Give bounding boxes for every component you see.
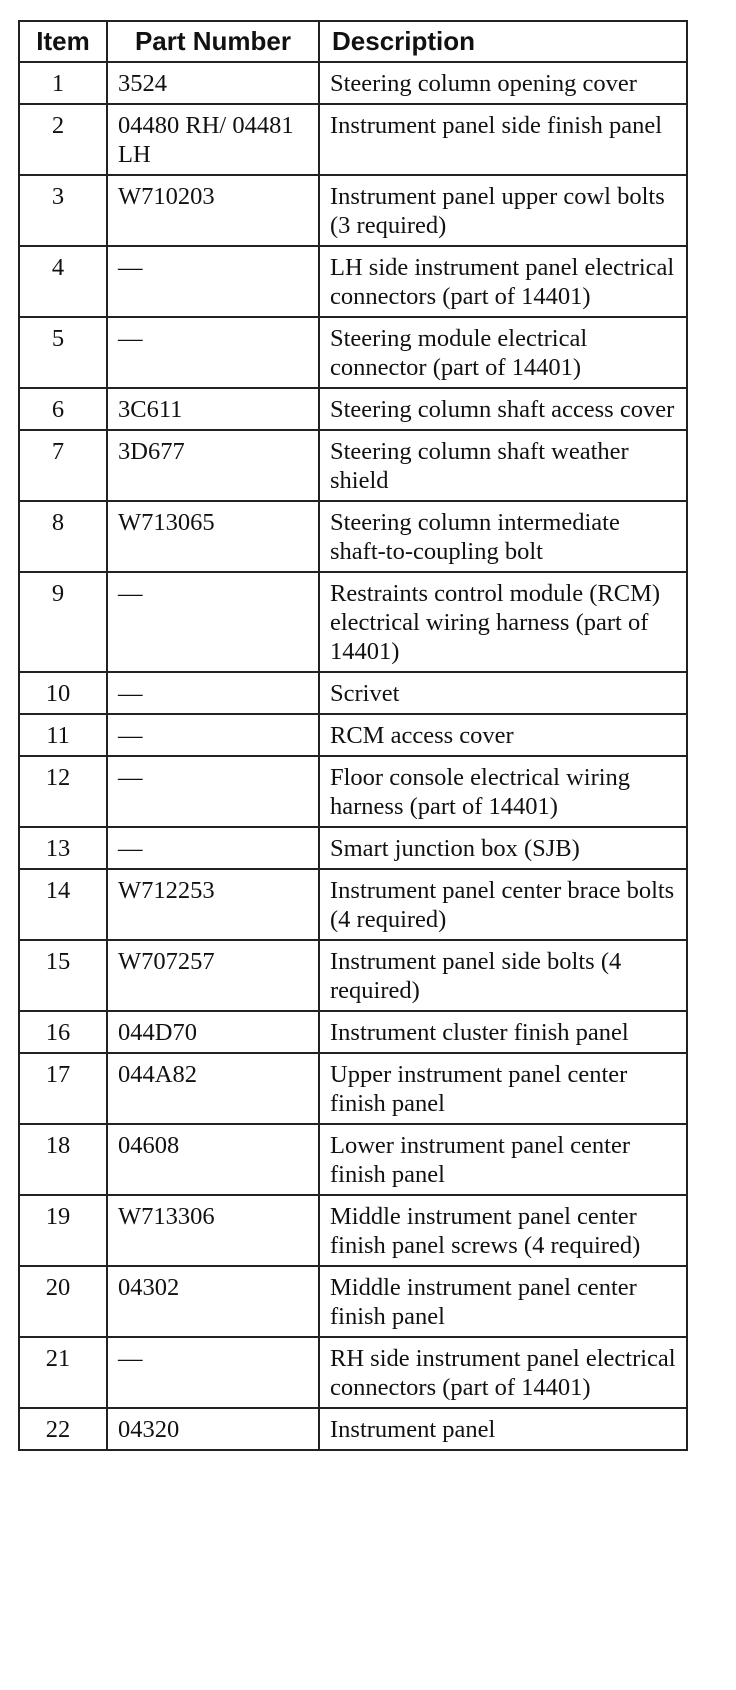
cell-item: 17	[19, 1053, 107, 1124]
cell-part-number: —	[107, 714, 319, 756]
table-row	[19, 714, 687, 756]
cell-item: 22	[19, 1408, 107, 1450]
cell-item: 8	[19, 501, 107, 572]
header-item: Item	[19, 21, 107, 62]
cell-item: 5	[19, 317, 107, 388]
table-row	[19, 175, 687, 246]
cell-description: Steering column intermediate shaft-to-coupling bolt	[319, 501, 687, 572]
cell-description: Instrument panel	[319, 1408, 687, 1450]
cell-item: 18	[19, 1124, 107, 1195]
cell-part-number: —	[107, 827, 319, 869]
cell-part-number: —	[107, 246, 319, 317]
cell-part-number: W710203	[107, 175, 319, 246]
table-row	[19, 388, 687, 430]
table-row	[19, 827, 687, 869]
cell-part-number: —	[107, 1337, 319, 1408]
table-body	[19, 62, 687, 1450]
table-row	[19, 246, 687, 317]
cell-item: 2	[19, 104, 107, 175]
cell-item: 14	[19, 869, 107, 940]
cell-part-number: 04608	[107, 1124, 319, 1195]
cell-description: Floor console electrical wiring harness (part of 14401)	[319, 756, 687, 827]
table-header	[19, 21, 687, 62]
cell-part-number: W713306	[107, 1195, 319, 1266]
cell-part-number: 3C611	[107, 388, 319, 430]
cell-part-number: 044A82	[107, 1053, 319, 1124]
cell-description: Smart junction box (SJB)	[319, 827, 687, 869]
table-row	[19, 572, 687, 672]
cell-description: Restraints control module (RCM) electrical wiring harness (part of 14401)	[319, 572, 687, 672]
cell-part-number: 3D677	[107, 430, 319, 501]
cell-item: 12	[19, 756, 107, 827]
table-row	[19, 1337, 687, 1408]
cell-part-number: 04320	[107, 1408, 319, 1450]
cell-item: 15	[19, 940, 107, 1011]
cell-item: 6	[19, 388, 107, 430]
cell-part-number: —	[107, 756, 319, 827]
cell-part-number: —	[107, 672, 319, 714]
cell-description: Scrivet	[319, 672, 687, 714]
table-row	[19, 1124, 687, 1195]
cell-description: LH side instrument panel electrical connectors (part of 14401)	[319, 246, 687, 317]
cell-description: Steering module electrical connector (part of 14401)	[319, 317, 687, 388]
table-row	[19, 1011, 687, 1053]
cell-description: Instrument panel center brace bolts (4 required)	[319, 869, 687, 940]
cell-description: Instrument panel side bolts (4 required)	[319, 940, 687, 1011]
table-row	[19, 756, 687, 827]
header-part-number: Part Number	[107, 21, 319, 62]
cell-description: Instrument panel side finish panel	[319, 104, 687, 175]
header-row	[19, 21, 687, 62]
cell-description: Steering column shaft access cover	[319, 388, 687, 430]
parts-table	[18, 20, 688, 1451]
cell-item: 16	[19, 1011, 107, 1053]
table-row	[19, 104, 687, 175]
cell-description: RCM access cover	[319, 714, 687, 756]
cell-item: 10	[19, 672, 107, 714]
cell-item: 1	[19, 62, 107, 104]
table-row	[19, 1408, 687, 1450]
cell-item: 19	[19, 1195, 107, 1266]
cell-item: 7	[19, 430, 107, 501]
cell-part-number: W713065	[107, 501, 319, 572]
cell-part-number: —	[107, 317, 319, 388]
table-row	[19, 672, 687, 714]
table-row	[19, 1195, 687, 1266]
cell-item: 11	[19, 714, 107, 756]
cell-item: 3	[19, 175, 107, 246]
table-row	[19, 940, 687, 1011]
cell-item: 20	[19, 1266, 107, 1337]
cell-part-number: W712253	[107, 869, 319, 940]
table-row	[19, 869, 687, 940]
table-row	[19, 317, 687, 388]
cell-description: Instrument cluster finish panel	[319, 1011, 687, 1053]
cell-description: RH side instrument panel electrical connectors (part of 14401)	[319, 1337, 687, 1408]
table-row	[19, 430, 687, 501]
cell-item: 21	[19, 1337, 107, 1408]
cell-description: Steering column shaft weather shield	[319, 430, 687, 501]
header-description: Description	[319, 21, 687, 62]
cell-description: Upper instrument panel center finish panel	[319, 1053, 687, 1124]
cell-part-number: 04480 RH/ 04481 LH	[107, 104, 319, 175]
cell-item: 13	[19, 827, 107, 869]
cell-description: Middle instrument panel center finish panel	[319, 1266, 687, 1337]
cell-item: 9	[19, 572, 107, 672]
table-row	[19, 1053, 687, 1124]
cell-description: Middle instrument panel center finish panel screws (4 required)	[319, 1195, 687, 1266]
cell-part-number: 3524	[107, 62, 319, 104]
cell-description: Lower instrument panel center finish panel	[319, 1124, 687, 1195]
cell-item: 4	[19, 246, 107, 317]
cell-part-number: W707257	[107, 940, 319, 1011]
cell-description: Steering column opening cover	[319, 62, 687, 104]
table-row	[19, 62, 687, 104]
cell-part-number: —	[107, 572, 319, 672]
table-row	[19, 501, 687, 572]
cell-description: Instrument panel upper cowl bolts (3 required)	[319, 175, 687, 246]
cell-part-number: 04302	[107, 1266, 319, 1337]
table-row	[19, 1266, 687, 1337]
cell-part-number: 044D70	[107, 1011, 319, 1053]
